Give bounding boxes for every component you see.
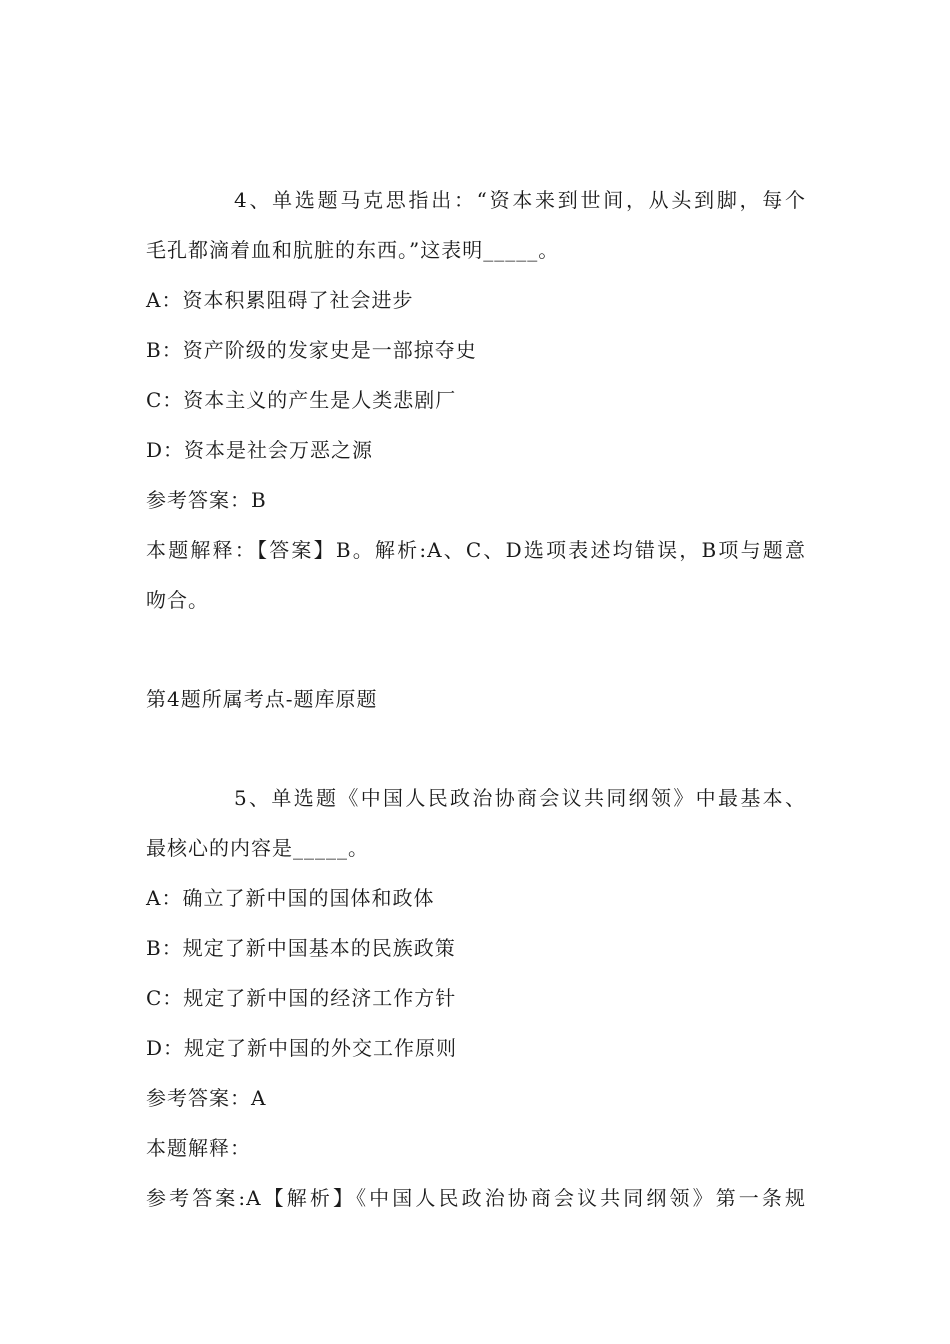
- q5-option-b: B：规定了新中国基本的民族政策: [146, 936, 456, 960]
- q5-option-a: A：确立了新中国的国体和政体: [146, 886, 435, 910]
- q4-stem-line2: 毛孔都滴着血和肮脏的东西。”这表明_____。: [146, 238, 560, 262]
- q4-option-c: C：资本主义的产生是人类悲剧厂: [146, 388, 457, 412]
- q4-explanation-line1: 本题解释：【答案】B。解析:A、C、D选项表述均错误，B项与题意: [146, 538, 806, 562]
- q5-explanation-label: 本题解释：: [146, 1136, 251, 1160]
- q4-explanation-line2: 吻合。: [146, 588, 209, 612]
- q5-option-c: C：规定了新中国的经济工作方针: [146, 986, 457, 1010]
- q5-answer: 参考答案：A: [146, 1086, 267, 1110]
- q5-stem-line1: 5、单选题《中国人民政治协商会议共同纲领》中最基本、: [234, 786, 806, 810]
- q4-option-b: B：资产阶级的发家史是一部掠夺史: [146, 338, 477, 362]
- q4-option-d: D：资本是社会万恶之源: [146, 438, 374, 462]
- q5-stem-line2: 最核心的内容是_____。: [146, 836, 369, 860]
- q4-topic: 第4题所属考点-题库原题: [146, 687, 378, 711]
- q4-stem-line1: 4、单选题马克思指出：“资本来到世间，从头到脚，每个: [234, 188, 806, 212]
- q5-option-d: D：规定了新中国的外交工作原则: [146, 1036, 458, 1060]
- q4-answer: 参考答案：B: [146, 488, 267, 512]
- q4-option-a: A：资本积累阻碍了社会进步: [146, 288, 414, 312]
- q5-explanation-line1: 参考答案:A【解析】《中国人民政治协商会议共同纲领》第一条规: [146, 1186, 806, 1210]
